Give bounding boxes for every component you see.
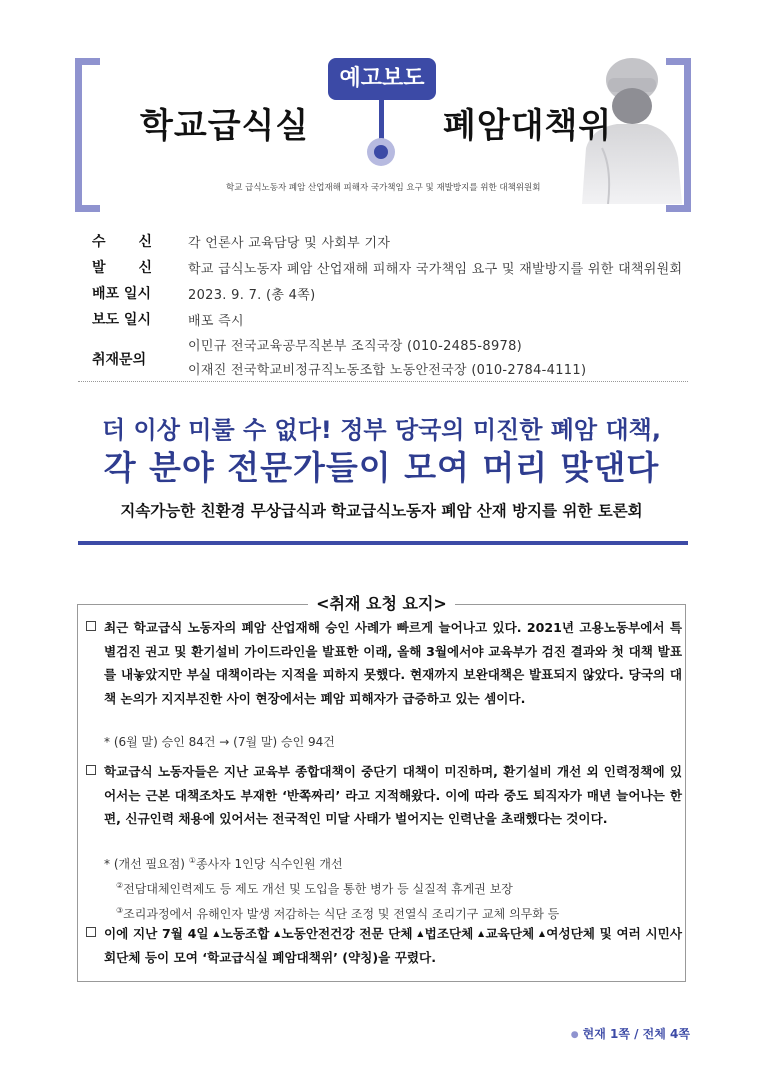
headline-rule <box>78 541 688 545</box>
left-bracket-decoration <box>75 58 100 212</box>
headline-line-2: 각 분야 전문가들이 모여 머리 맞댄다 <box>103 448 660 487</box>
note-item: 전담대체인력제도 등 제도 개선 및 도입을 통한 병가 등 실질적 휴게권 보장 <box>123 882 513 896</box>
badge-connector <box>379 100 384 142</box>
triangle-bullet-icon: ▲ <box>417 929 424 938</box>
org-name: 노동조합 <box>220 926 270 941</box>
info-label: 취재문의 <box>92 352 147 368</box>
summary-item-text: 최근 학교급식 노동자의 폐암 산업재해 승인 사례가 빠르게 늘어나고 있다. 2021년 고용노동부에서 특별검진 권고 및 환기설비 가이드라인을 발표한 이래, 올해 3월에서야 교육부가 검진 결과와 첫 대책 발표를 내놓았지만 부실 대책이라는 지적을 피하지 못했다. 현재까지 보완대책은 발표되지 않았다. 당국의 대책 논의가 지지부진한 사이 현장에서는 폐암 피해자가 급증하고 있는 셈이다. <box>104 620 682 706</box>
note-item: 종사자 1인당 식수인원 개선 <box>195 857 343 871</box>
triangle-bullet-icon: ▲ <box>213 929 220 938</box>
contact-item: 이재진 전국학교비정규직노동조합 노동안전국장 (010-2784-4111) <box>188 363 587 378</box>
note-line <box>104 875 559 900</box>
header-subtitle: 학교 급식노동자 폐암 산업재해 피해자 국가책임 요구 및 재발방지를 위한 대책위원회 <box>226 183 541 193</box>
info-value: 배포 즉시 <box>188 313 244 329</box>
release-info-table <box>78 228 688 386</box>
checkbox-square-icon <box>86 765 96 775</box>
info-row-embargo <box>78 306 688 332</box>
badge-dot-icon <box>367 138 395 166</box>
summary-item-text: 이에 지난 7월 4일 ▲노동조합 ▲노동안전건강 전문 단체 ▲법조단체 ▲교육단체 ▲여성단체 및 여러 시민사회단체 등이 모여 ‘학교급식실 폐암대책위’ (약칭)을 꾸렸다. <box>104 926 683 965</box>
summary-note-1: * (6월 말) 승인 84건 → (7월 말) 승인 94건 <box>104 735 335 749</box>
summary-item-2 <box>86 760 682 831</box>
note-marker: ③ <box>116 906 124 915</box>
summary-item-1 <box>86 616 682 710</box>
note-item: 조리과정에서 유해인자 발생 저감하는 식단 조정 및 전열식 조리기구 교체 의무화 등 <box>123 907 560 921</box>
bullet-dot-icon: ● <box>570 1030 579 1040</box>
org-name: 법조단체 <box>424 926 474 941</box>
header-banner <box>0 0 763 212</box>
triangle-bullet-icon: ▲ <box>274 929 281 938</box>
header-title-left: 학교급식실 <box>140 106 310 146</box>
summary-title: <취재 요청 요지> <box>0 591 763 614</box>
contact-list <box>188 335 586 383</box>
event-subtitle: 지속가능한 친환경 무상급식과 학교급식노동자 폐암 산재 방지를 위한 토론회 <box>120 502 643 520</box>
page-indicator: ● 현재 1쪽 / 전체 4쪽 <box>570 1027 690 1041</box>
info-label: 배포 일시 <box>92 286 151 302</box>
summary-note-2 <box>104 850 559 925</box>
info-row-distribution-date <box>78 280 688 306</box>
headline-line-1: 더 이상 미룰 수 없다! 정부 당국의 미진한 폐암 대책, <box>102 416 661 444</box>
note-line <box>104 850 559 875</box>
summary-item-text: 학교급식 노동자들은 지난 교육부 종합대책이 중단기 대책이 미진하며, 환기설비 개선 외 인력정책에 있어서는 근본 대책조차도 부재한 ‘반쪽짜리’ 라고 지적해왔다. 이에 따라 중도 퇴직자가 매년 늘어나는 한편, 신규인력 채용에 있어서는 전국적인 미달 사태가 벌어지는 인력난을 초래했다는 것이다. <box>104 764 682 826</box>
triangle-bullet-icon: ▲ <box>538 929 546 938</box>
checkbox-square-icon <box>86 621 96 631</box>
info-value: 학교 급식노동자 폐암 산업재해 피해자 국가책임 요구 및 재발방지를 위한 대책위원회 <box>188 261 683 277</box>
pre-release-badge: 예고보도 <box>328 58 436 100</box>
header-title-right: 폐암대책위 <box>443 106 613 146</box>
info-value: 2023. 9. 7. (총 4쪽) <box>188 287 316 303</box>
checkbox-square-icon <box>86 927 96 937</box>
info-label: 수 신 <box>92 234 152 250</box>
info-row-contacts <box>78 332 688 386</box>
info-value: 각 언론사 교육담당 및 사회부 기자 <box>188 235 391 251</box>
note-marker: ① <box>188 856 196 865</box>
triangle-bullet-icon: ▲ <box>478 929 485 938</box>
contact-item: 이민규 전국교육공무직본부 조직국장 (010-2485-8978) <box>188 339 523 354</box>
info-label: 보도 일시 <box>92 312 151 328</box>
note-marker: ② <box>116 881 124 890</box>
org-name: 노동안전건강 전문 단체 <box>281 926 413 941</box>
dotted-divider <box>78 381 688 382</box>
org-name: 교육단체 <box>485 926 535 941</box>
info-row-sender <box>78 254 688 280</box>
info-label: 발 신 <box>92 260 152 276</box>
org-name: 여성단체 <box>546 926 595 941</box>
summary-item-3 <box>86 922 682 969</box>
info-row-recipient <box>78 228 688 254</box>
note-prefix: * (개선 필요점) <box>104 857 185 871</box>
